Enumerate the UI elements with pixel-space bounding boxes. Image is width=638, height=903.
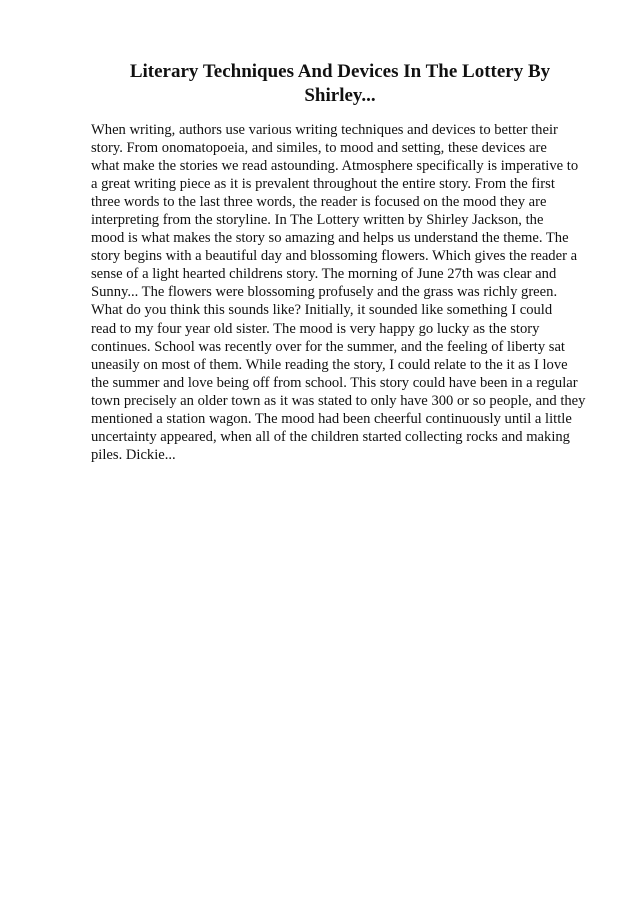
body-line: uncertainty appeared, when all of the children started collecting rocks and making [91, 428, 570, 445]
body-line: uneasily on most of them. While reading the story, I could relate to the it as I love [91, 356, 568, 373]
body-line: story begins with a beautiful day and blossoming flowers. Which gives the reader a [91, 248, 578, 265]
body-line: interpreting from the storyline. In The Lottery written by Shirley Jackson, the [91, 212, 544, 229]
title-line: Shirley... [304, 85, 376, 106]
body-line: When writing, authors use various writing techniques and devices to better their [91, 122, 558, 138]
body-line: three words to the last three words, the reader is focused on the mood they are [91, 194, 547, 211]
body-line: town precisely an older town as it was stated to only have 300 or so people, and they [91, 392, 586, 409]
title-line: Literary Techniques And Devices In The Lottery By [129, 61, 551, 82]
body-line: the summer and love being off from school. This story could have been in a regular [91, 374, 578, 391]
body-line: sense of a light hearted childrens story. The morning of June 27th was clear and [91, 266, 557, 283]
body-line: what make the stories we read astounding. Atmosphere specifically is imperative to [91, 158, 579, 175]
body-line: What do you think this sounds like? Initially, it sounded like something I could [91, 302, 553, 319]
body-line: story. From onomatopoeia, and similes, to mood and setting, these devices are [91, 140, 547, 157]
document-title [100, 60, 580, 108]
body-line: continues. School was recently over for the summer, and the feeling of liberty sat [91, 338, 565, 355]
body-line: mood is what makes the story so amazing and helps us understand the theme. The [91, 230, 569, 247]
body-line: a great writing piece as it is prevalent throughout the entire story. From the first [91, 176, 555, 193]
body-line: piles. Dickie... [91, 446, 176, 463]
body-paragraph [91, 121, 591, 464]
body-line: read to my four year old sister. The mood is very happy go lucky as the story [91, 320, 540, 337]
body-line: mentioned a station wagon. The mood had been cheerful continuously until a little [91, 410, 572, 427]
body-line: Sunny... The flowers were blossoming profusely and the grass was richly green. [91, 284, 558, 301]
